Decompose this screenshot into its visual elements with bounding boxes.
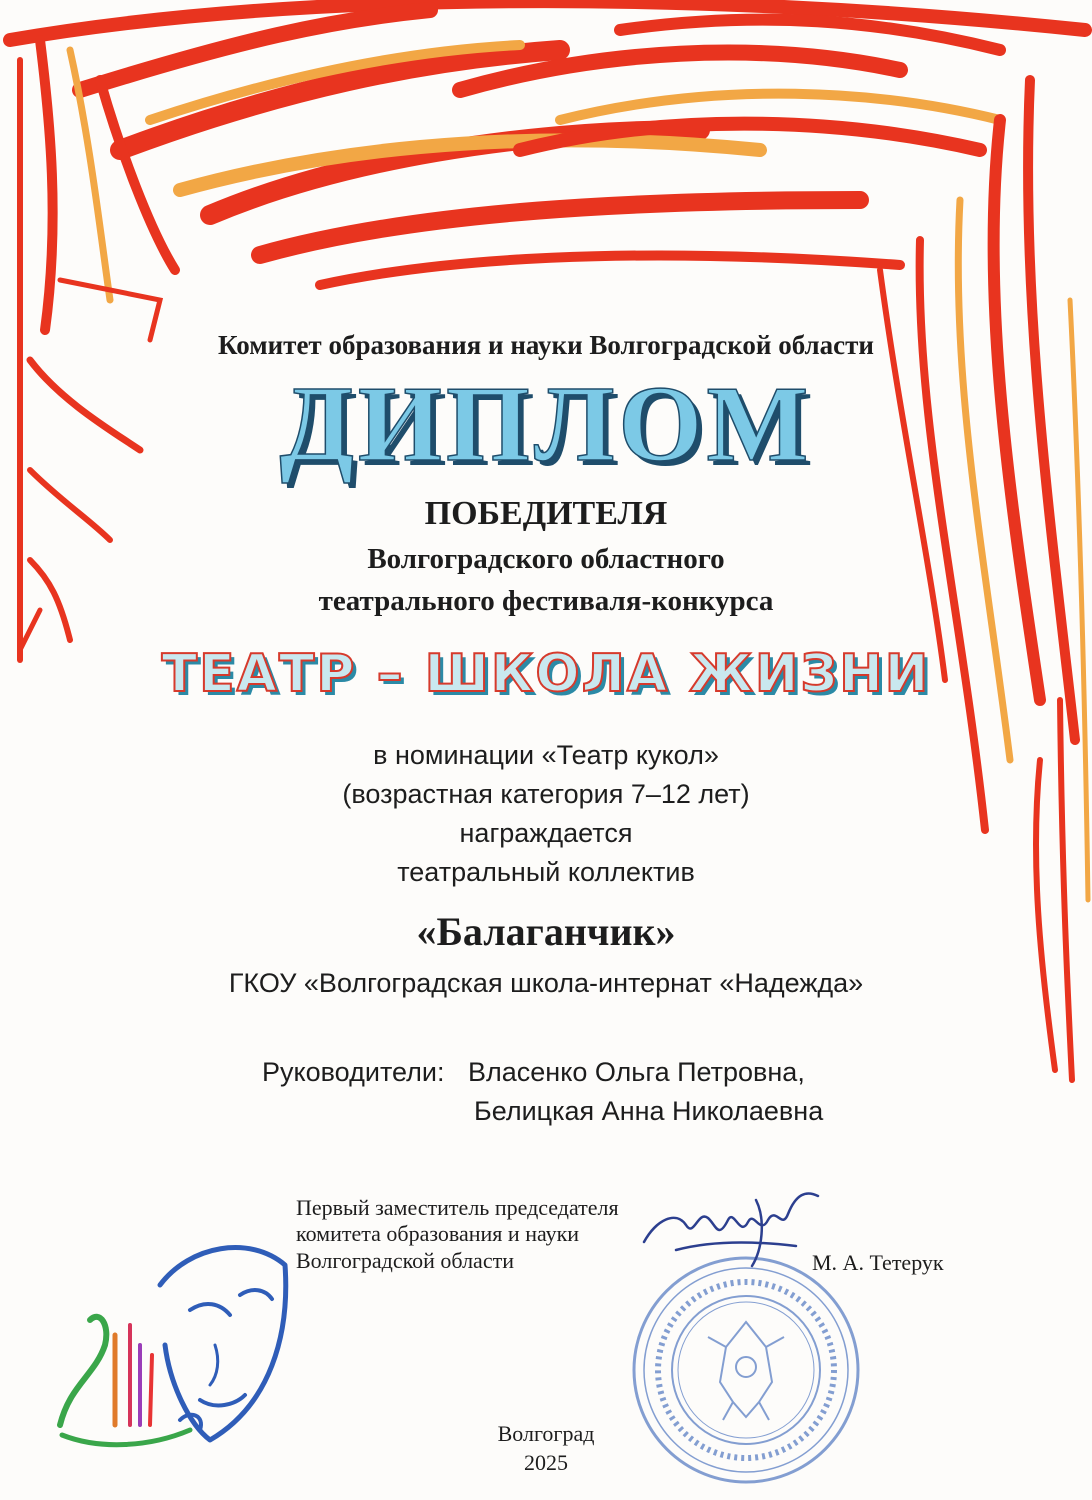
signer-title-line-2: комитета образования и науки: [296, 1221, 580, 1247]
awarded-text: награждается: [459, 818, 633, 849]
nomination: в номинации «Театр кукол»: [373, 740, 719, 770]
festival-line-1: Волгоградского областного: [367, 543, 725, 575]
signer-title-line-3: Волгоградской области: [296, 1247, 514, 1273]
team-name: «Балаганчик»: [416, 909, 676, 954]
signer-title-line-1: Первый заместитель председателя: [296, 1195, 619, 1220]
year: 2025: [524, 1449, 568, 1475]
festival-description: [0, 538, 1092, 622]
leaders-block: [262, 1053, 823, 1131]
leaders-label: Руководители:: [262, 1057, 445, 1087]
festival-name: ТЕАТР – ШКОЛА ЖИЗНИ: [161, 644, 931, 704]
committee-name: Комитет образования и науки Волгоградской области: [218, 330, 874, 360]
signer-title: [296, 1195, 619, 1274]
winner-label: ПОБЕДИТЕЛЯ: [424, 495, 668, 532]
age-category: (возрастная категория 7–12 лет): [342, 779, 750, 810]
city-year-block: [0, 1420, 1092, 1477]
leader-name-2: Белицкая Анна Николаевна: [474, 1096, 824, 1127]
signer-name: М. А. Тетерук: [812, 1250, 944, 1275]
leader-name-1: Власенко Ольга Петровна,: [468, 1057, 805, 1087]
festival-line-2: театрального фестиваля-конкурса: [318, 585, 774, 618]
school-name: ГКОУ «Волгоградская школа-интернат «Надежда»: [228, 968, 864, 998]
recipient-type: театральный коллектив: [397, 857, 695, 888]
nomination-block: [0, 736, 1092, 893]
document-type-title: ДИПЛОМ: [279, 365, 813, 484]
handwritten-signature: [636, 1180, 826, 1270]
city: Волгоград: [497, 1421, 595, 1446]
